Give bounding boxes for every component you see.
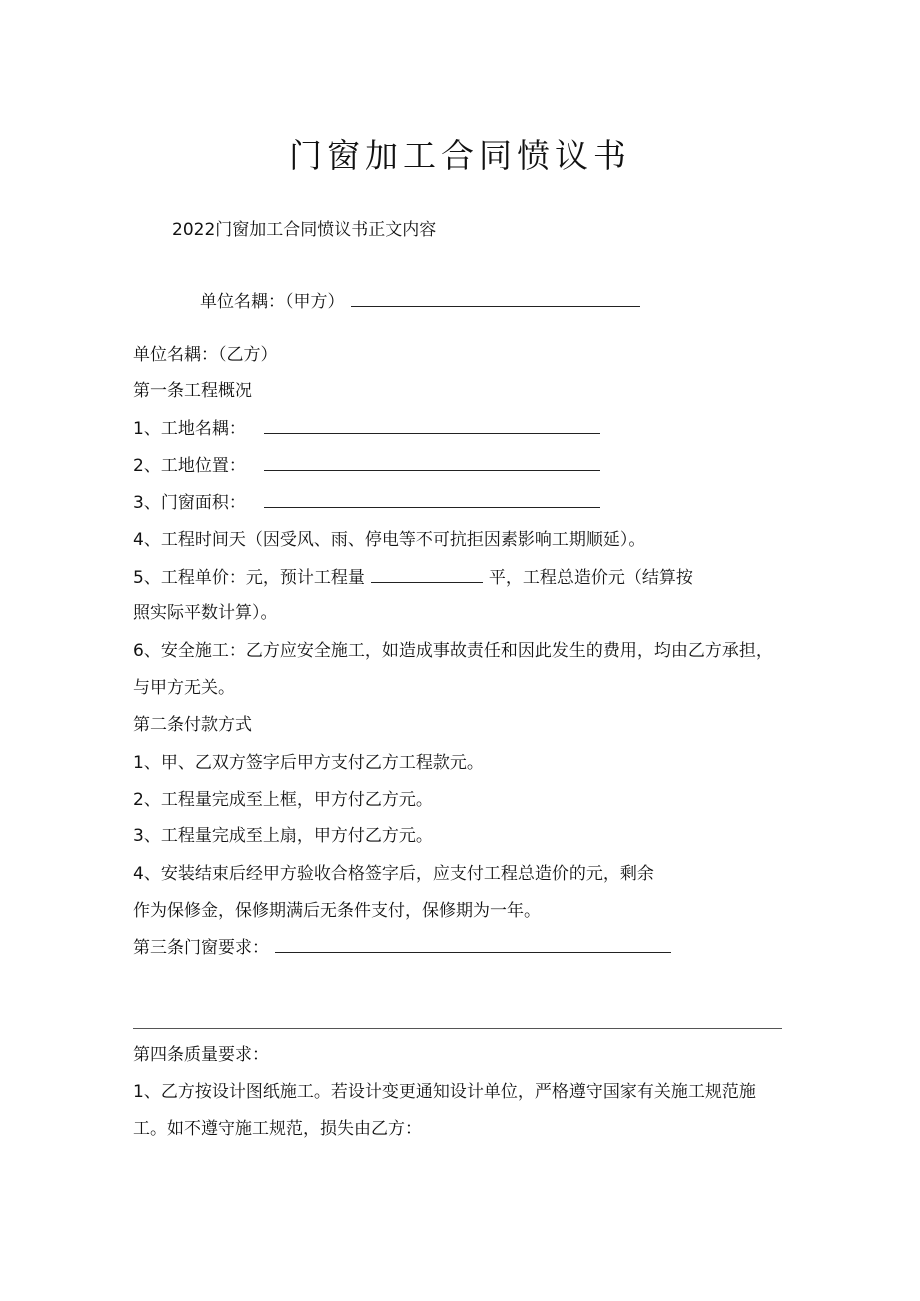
window-area-label: 3、门窗面积：	[133, 493, 246, 513]
unit-price-text-cont: 平，工程总造价元（结算按	[488, 568, 693, 588]
site-name-label: 1、工地名耦：	[133, 419, 246, 439]
page-divider	[133, 1028, 782, 1029]
payment-item-1: 1、甲、乙双方签字后甲方支付乙方工程款元。	[133, 753, 484, 773]
window-requirements-blank	[275, 936, 671, 953]
quality-item-1: 1、乙方按设计图纸施工。若设计变更通知设计单位，严格遵守国家有关施工规范施	[133, 1082, 756, 1102]
site-name-blank	[264, 417, 600, 434]
section-3-heading: 第三条门窗要求：	[133, 938, 269, 958]
section-3-line	[133, 936, 671, 960]
section-4-heading: 第四条质量要求：	[133, 1045, 269, 1065]
party-a-blank	[351, 290, 640, 307]
site-location-blank	[264, 454, 600, 471]
unit-price-text-end: 照实际平数计算）。	[133, 603, 278, 623]
quality-item-1-cont: 工。如不遵守施工规范，损失由乙方：	[133, 1119, 422, 1139]
document-title: 门窗加工合同愤议书	[289, 136, 631, 175]
payment-item-4: 4、安装结束后经甲方验收合格签字后，应支付工程总造价的元，剩余	[133, 864, 654, 884]
quantity-blank	[371, 566, 483, 583]
payment-item-2: 2、工程量完成至上框，甲方付乙方元。	[133, 790, 433, 810]
unit-price-text: 5、工程单价：元，预计工程量	[133, 568, 365, 588]
subtitle: 2022门窗加工合同愤议书正文内容	[172, 220, 437, 240]
party-a-line	[200, 290, 640, 314]
safety-text: 6、安全施工：乙方应安全施工，如造成事故责任和因此发生的费用，均由乙方承担，	[133, 641, 773, 661]
party-a-label: 单位名耦：（甲方）	[200, 292, 345, 312]
payment-item-3: 3、工程量完成至上扇，甲方付乙方元。	[133, 826, 433, 846]
site-location-line	[133, 454, 600, 478]
party-b-label: 单位名耦：（乙方）	[133, 345, 278, 365]
work-duration-text: 4、工程时间天（因受风、雨、停电等不可抗拒因素影响工期顺延）。	[133, 530, 646, 550]
safety-text-cont: 与甲方无关。	[133, 678, 235, 698]
payment-item-4-cont: 作为保修金，保修期满后无条件支付，保修期为一年。	[133, 901, 541, 921]
window-area-line	[133, 491, 600, 515]
window-area-blank	[264, 491, 600, 508]
site-location-label: 2、工地位置：	[133, 456, 246, 476]
section-2-heading: 第二条付款方式	[133, 715, 252, 735]
unit-price-line	[133, 566, 693, 590]
section-1-heading: 第一条工程概况	[133, 381, 252, 401]
site-name-line	[133, 417, 600, 441]
